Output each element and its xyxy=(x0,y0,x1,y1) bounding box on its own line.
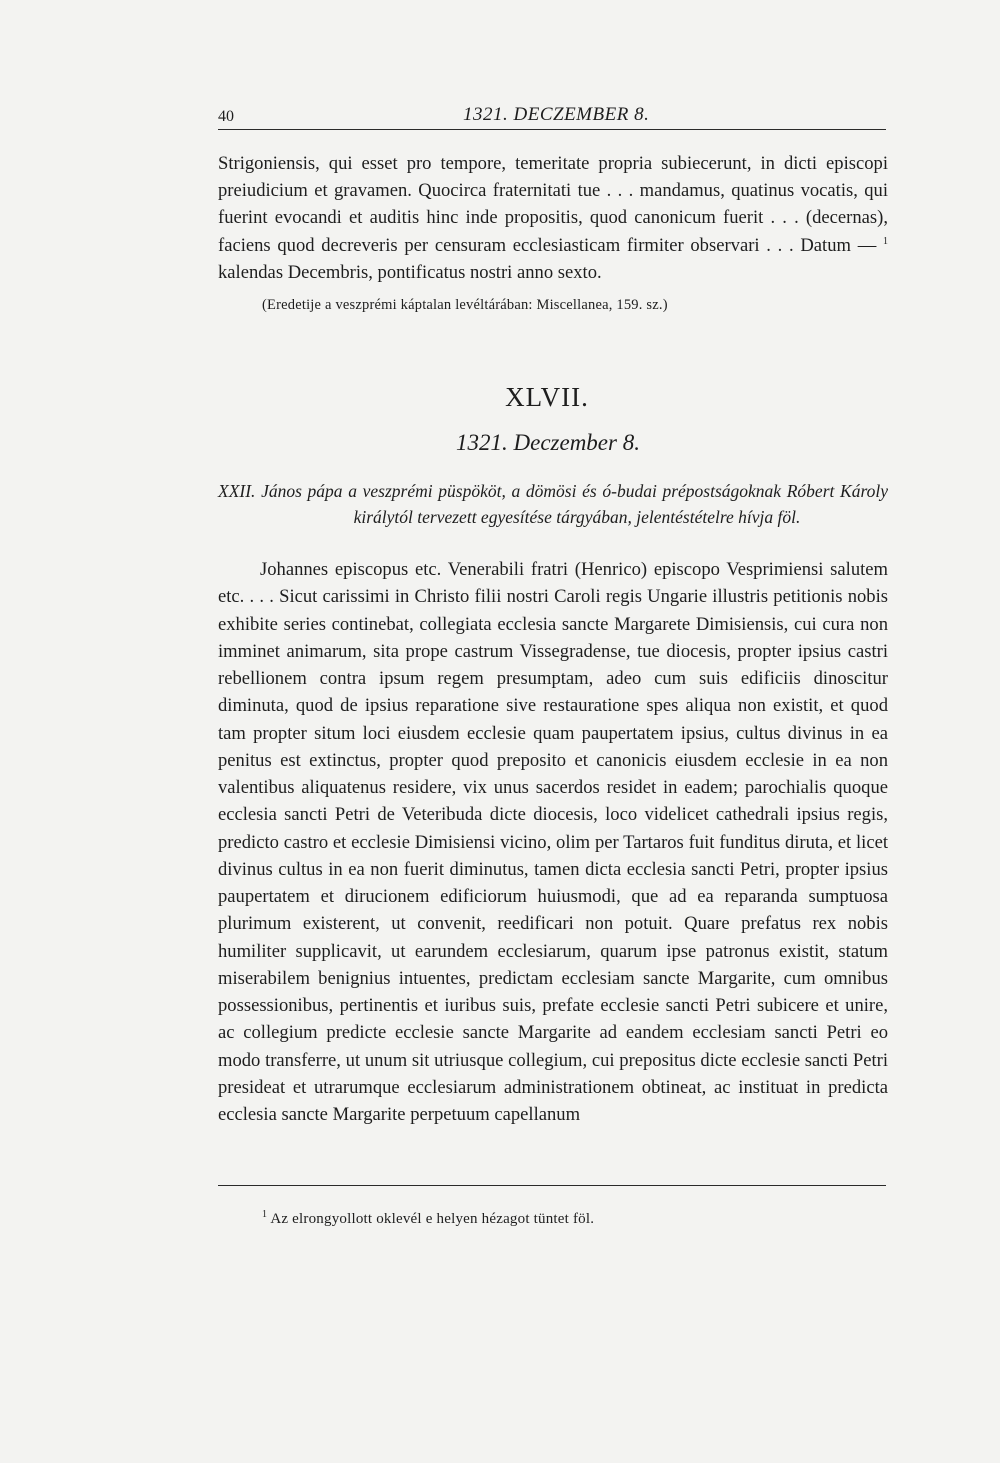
document-number xyxy=(0,382,1000,413)
footnote-rule xyxy=(218,1185,886,1186)
footnote-text: Az elrongyollott oklevél e helyen hézagot tüntet föl. xyxy=(270,1211,595,1227)
page-header xyxy=(218,104,886,130)
footnote-mark: 1 xyxy=(262,1209,268,1220)
running-head: 1321. DECZEMBER 8. xyxy=(463,104,650,125)
previous-document-text xyxy=(218,150,888,286)
document-date xyxy=(0,430,1000,456)
previous-document-body: Strigoniensis, qui esset pro tempore, temeritate propria subiecerunt, in dicti episcopi preiudicium et gravamen. Quocirca fraternitati tue . . . mandamus, quatinus vocatis, qui fuerint evocandi et auditis hinc inde propositis, quod canonicum fuerit . . . (decernas), faciens quod decreveris per censuram ecclesiasticam firmiter observari . . . xyxy=(218,153,888,256)
document-body-paragraph: Johannes episcopus etc. Venerabili fratri (Henrico) episcopo Vesprimiensi salutem etc. . . . Sicut carissimi in Christo filii nostri Caroli regis Ungarie illustris petitionis nobis exhibite series continebat, collegiata ecclesia sancte Margarete Dimisiensis, cui cura non imminet animarum, sita prope castrum Vissegradense, tue diocesis, propter ipsius castri rebellionem contra ipsum regem presumptam, adeo cum suis edificiis dinoscitur diminuta, quod de ipsius reparatione sive restauratione spes aliqua non existit, et quod tam propter situm loci eiusdem ecclesie quam paupertatem ipsius, cultus divinus in ea penitus est extinctus, propter quod preposito et canonicis eiusdem ecclesie in ea non valentibus aliquatenus residere, vix unus sacerdos residet in eadem; parochialis quoque ecclesia sancti Petri de Veteribuda dicte diocesis, loco videlicet cathedrali ipsius regis, predicto castro et ecclesie Dimisiensi vicino, olim per Tartaros fuit funditus diruta, et licet divinus cultus in ea non fuerit diminutus, tamen dicta ecclesia sancti Petri, propter ipsius paupertatem et dirucionem edificiorum huiusmodi, que ad ea reparanda sumptuosa plurimum existerent, ut convenit, reedificari non potuit. Quare prefatus rex nobis humiliter supplicavit, ut earundem ecclesiarum, quarum ipse patronus existit, statum miserabilem benignius intuentes, predictam ecclesiam sancte Margarite, cum omnibus possessionibus, pertinentis et iuribus suis, prefate ecclesie sancti Petri subicere et unire, ac collegium predicte ecclesie sancte Margarite ad eandem ecclesiam sancti Petri eo modo transferre, ut unum sit utriusque collegium, cui prepositus dicte ecclesie sancti Petri presideat et utrarumque ecclesiarum administrationem obtineat, ac instituat in predicta ecclesia sancte Margarite perpetuum capellanum xyxy=(218,559,888,1125)
dating-suffix: kalendas Decembris, pontificatus nostri anno sexto. xyxy=(218,261,602,283)
page-number: 40 xyxy=(218,108,234,125)
document-date-text: 1321. Deczember 8. xyxy=(456,430,640,455)
footnote-ref: 1 xyxy=(883,235,889,247)
document-regest xyxy=(218,478,888,530)
header-rule xyxy=(218,129,886,130)
regest-text: XXII. János pápa a veszprémi püspököt, a dömösi és ó-budai prépostságoknak Róbert Károly királytól tervezett egyesítése tárgyában, jelentéstételre hívja föl. xyxy=(218,481,888,527)
document-number-text: XLVII. xyxy=(505,382,589,412)
dating-prefix: Datum — xyxy=(800,234,884,256)
document-body xyxy=(218,556,888,1128)
source-note: (Eredetije a veszprémi káptalan levéltárában: Miscellanea, 159. sz.) xyxy=(262,297,668,313)
footnote xyxy=(262,1211,594,1228)
